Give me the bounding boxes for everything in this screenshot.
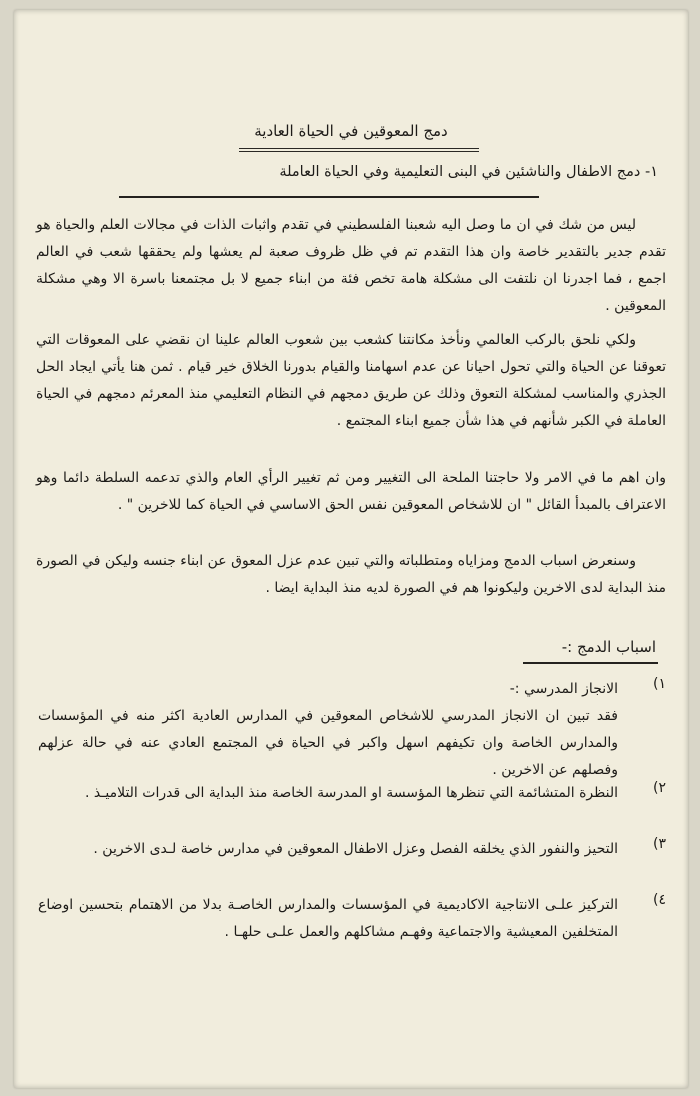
list-item-title: الانجاز المدرسي :-: [509, 681, 618, 697]
list-item-text: التحيز والنفور الذي يخلقه الفصل وعزل الاطفال المعوقين في مدارس خاصة لـدى الاخرين .: [93, 841, 618, 857]
title-double-underline: [239, 148, 479, 152]
section-title-rule: [523, 662, 658, 664]
list-item-number: ٤): [653, 892, 666, 908]
list-item-number: ٣): [653, 836, 666, 852]
list-item-text: فقد تبين ان الانجاز المدرسي للاشخاص المعوقين في المدارس العادية اكثر منه في المؤسسات والمدارس الخاصة وان تكيفهم اسهل واكبر في الحياة في المجتمع العادي عنه في حالة عزلهم وفصلهم عن الاخرين .: [38, 708, 618, 778]
list-item-number: ١): [653, 676, 666, 692]
document-subtitle: ١- دمج الاطفال والناشئين في البنى التعليمية وفي الحياة العاملة: [279, 164, 658, 180]
paragraph-3: وان اهم ما في الامر ولا حاجتنا الملحة الى التغيير ومن ثم تغيير الرأي العام والذي تدعمه السلطة دائما وهو الاعتراف بالمبدأ القائل " ان للاشخاص المعوقين نفس الحق الاساسي في الحياة كما للاخرين " .: [36, 470, 666, 513]
document-title: دمج المعوقين في الحياة العادية: [254, 122, 448, 140]
paragraph-1: ليس من شك في ان ما وصل اليه شعبنا الفلسطيني في تقدم واثبات الذات في مجالات العلم والحياة هو تقدم جدير بالتقدير خاصة وان هذا التقدم تم في ظل ظروف صعبة لم يعشها ولم يحققها شعب في العالم اجمع ، فما اجدرنا ان نلتفت الى مشكلة هامة تخص فئة من ابناء جميع لا بل مجتمعنا باسرة الا وهي مشكلة المعوقين .: [36, 217, 666, 314]
paragraph-4: وسنعرض اسباب الدمج ومزاياه ومتطلباته والتي تبين عدم عزل المعوق عن ابناء جنسه وليكن في الصورة منذ البداية لدى الاخرين وليكونوا هم في الصورة لديه منذ البداية ايضا .: [36, 553, 666, 596]
paragraph-2: ولكي نلحق بالركب العالمي ونأخذ مكانتنا كشعب بين شعوب العالم علينا ان نقضي على المعوقات التي تعوقنا عن الحياة والتي تحول احيانا عن عدم اسهامنا والقيام بدورنا الخلاق خير قيام . ثمن هنا يأتي ايجاد الحل الجذري والمناسب لمشكلة التعوق وذلك عن طريق دمجهم في النظام التعليمي منذ المعرئم دمجهم في الحياة العاملة في الكبر شأنهم في هذا شأن جميع ابناء المجتمع .: [36, 332, 666, 429]
section-title: اسباب الدمج :-: [561, 638, 656, 656]
list-item-number: ٢): [653, 780, 666, 796]
list-item-text: التركيز علـى الانتاجية الاكاديمية في المؤسسات والمدارس الخاصـة بدلا من الاهتمام بتحسين اوضاع المتخلفين المعيشية والاجتماعية وفهـم مشاكلهم والعمل علـى حلهـا .: [38, 897, 618, 940]
list-item-text: النظرة المتشائمة التي تنظرها المؤسسة او المدرسة الخاصة منذ البداية الى قدرات التلاميـذ .: [85, 785, 618, 801]
document-page: [14, 10, 688, 1088]
subtitle-rule: [119, 196, 539, 198]
